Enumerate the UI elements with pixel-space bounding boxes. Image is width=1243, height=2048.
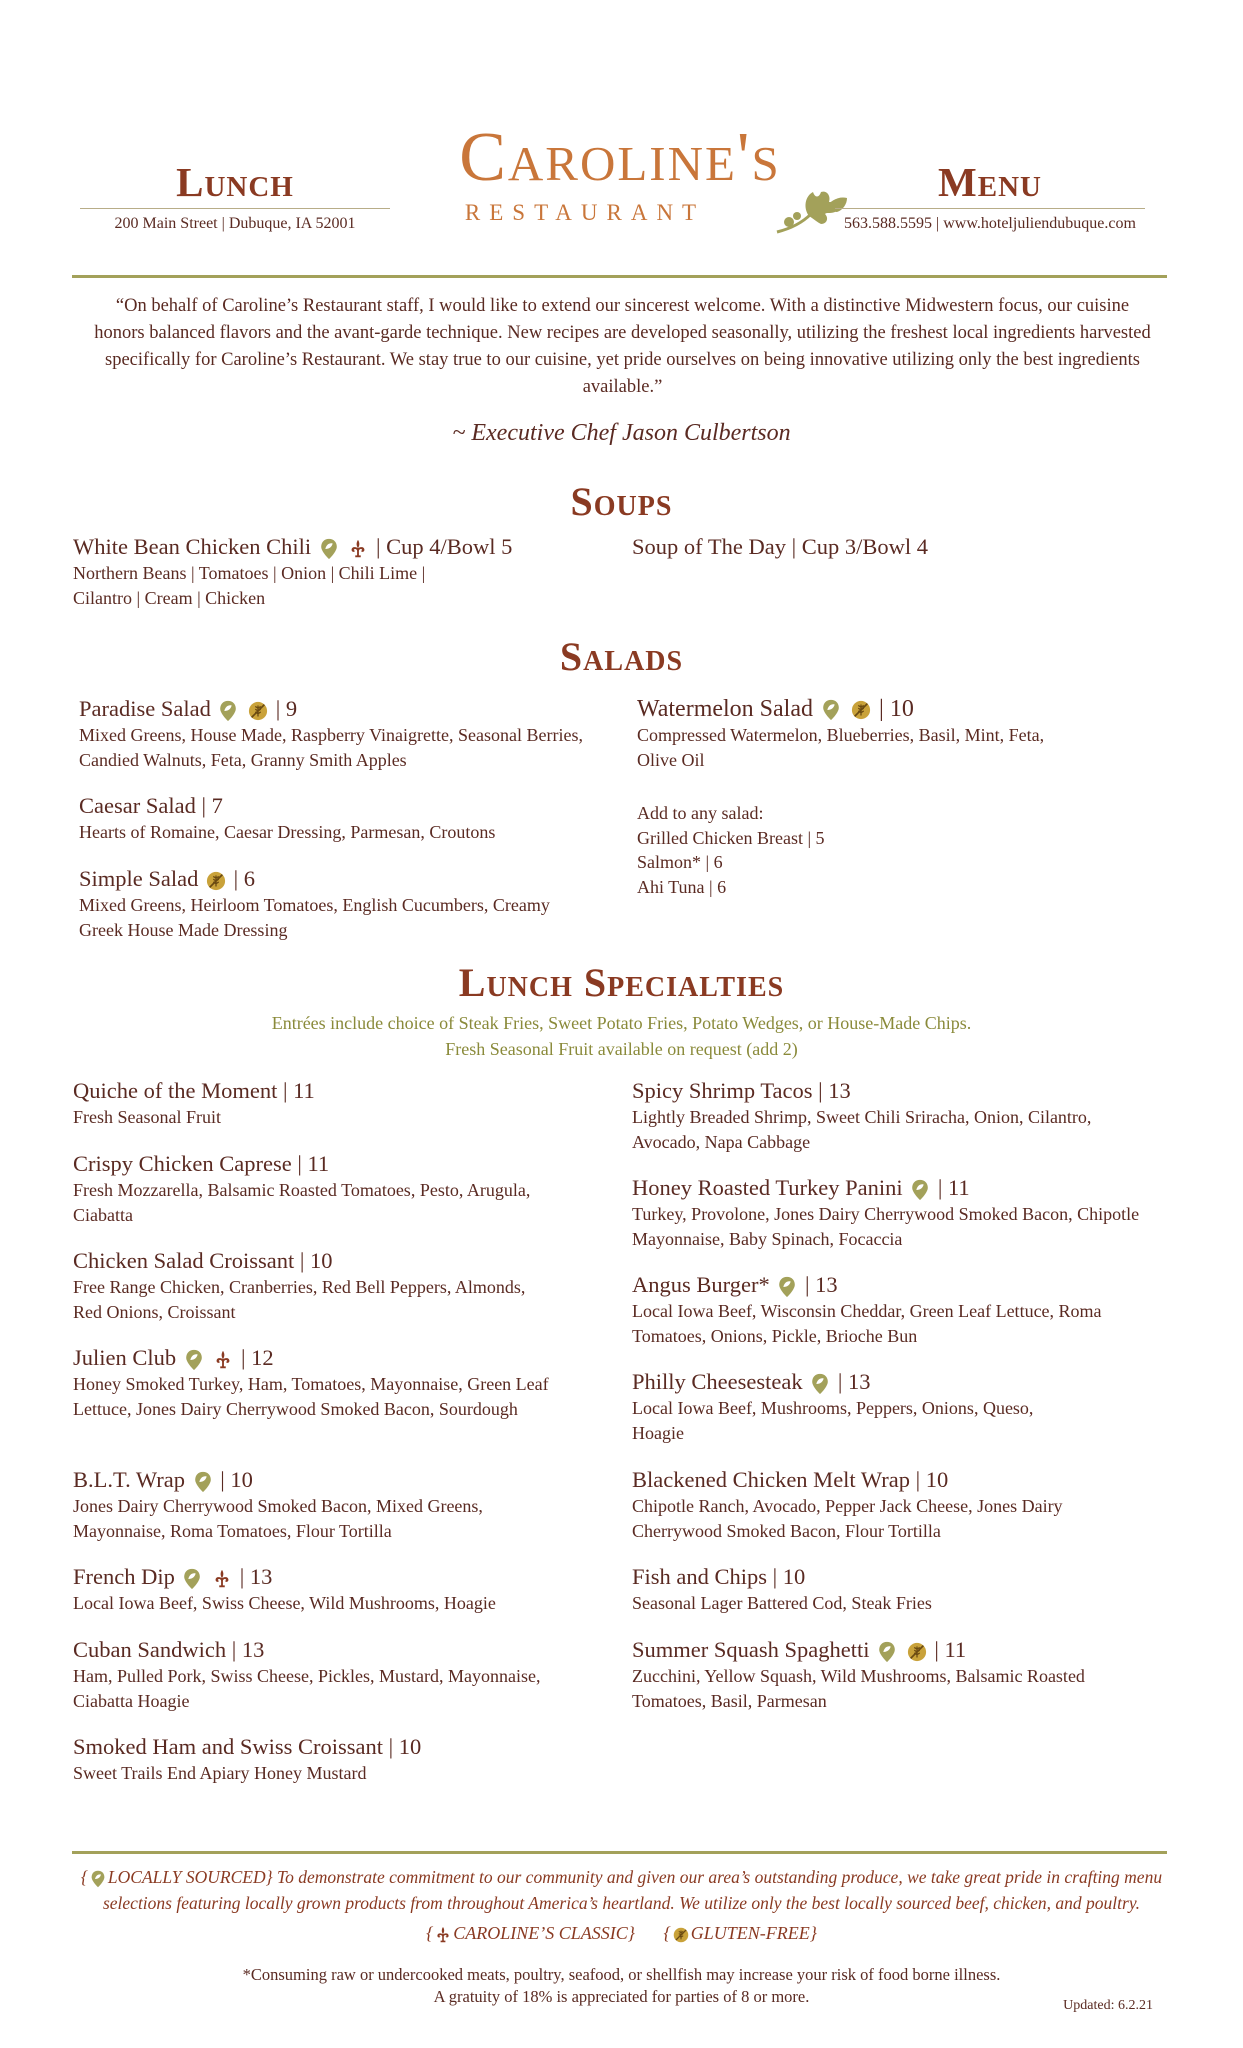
- restaurant-contact: 563.588.5595 | www.hoteljuliendubuque.com: [844, 215, 1136, 232]
- item-price: | 13: [804, 1272, 838, 1297]
- item-description: Local Iowa Beef, Wisconsin Cheddar, Green Leaf Lettuce, Roma Tomatoes, Onions, Pickle, Brioche Bun: [632, 1301, 1102, 1346]
- item-name: Caesar Salad: [79, 793, 196, 818]
- menu-item: [632, 533, 1172, 561]
- key-classic: { CAROLINE’S CLASSIC}: [426, 1923, 635, 1943]
- item-name: Crispy Chicken Caprese: [73, 1151, 292, 1176]
- item-name: Blackened Chicken Melt Wrap: [632, 1467, 910, 1492]
- fleur-de-lis-icon: [348, 538, 368, 560]
- locally-sourced-icon: [218, 700, 238, 722]
- locally-sourced-icon: [319, 538, 339, 560]
- item-description: Fresh Seasonal Fruit: [73, 1107, 221, 1127]
- locally-sourced-icon: [193, 1471, 213, 1493]
- header-left: [80, 160, 390, 233]
- item-name: Watermelon Salad: [637, 696, 814, 722]
- item-price: | 10: [915, 1467, 949, 1492]
- chef-signature: ~ Executive Chef Jason Culbertson: [452, 420, 791, 446]
- menu-item: [632, 1466, 1132, 1543]
- item-price: | 7: [201, 793, 223, 818]
- item-name: Spicy Shrimp Tacos: [632, 1078, 813, 1103]
- item-name: Julien Club: [73, 1345, 177, 1370]
- locally-sourced-icon: [184, 1349, 204, 1371]
- item-price: | 11: [934, 1637, 967, 1662]
- menu-item: [632, 1174, 1172, 1251]
- locally-sourced-icon: [810, 1373, 830, 1395]
- fleur-de-lis-icon: [435, 1925, 451, 1945]
- section-title-soups: Soups: [570, 479, 673, 524]
- item-name: Honey Roasted Turkey Panini: [632, 1175, 903, 1200]
- menu-item: [73, 1733, 613, 1786]
- item-description: Zucchini, Yellow Squash, Wild Mushrooms, Balsamic Roasted Tomatoes, Basil, Parmesan: [632, 1666, 1085, 1711]
- menu-item: [79, 865, 579, 942]
- addons-title: Add to any salad:: [637, 803, 764, 823]
- item-price: | 11: [937, 1175, 970, 1200]
- menu-item: [79, 792, 619, 845]
- fleur-de-lis-icon: [212, 1568, 232, 1590]
- menu-item: [632, 1368, 1072, 1445]
- locally-sourced-icon: [877, 1641, 897, 1663]
- chef-welcome-quote: “On behalf of Caroline’s Restaurant staff, I would like to extend our sincerest welcome. With a distinctive Midwestern focus, our cuisine honors balanced flavors and the avant-garde technique. New recipes are developed seasonally, utilizing the freshest local ingredients harvested specifically for Caroline’s Restaurant. We stay true to our cuisine, yet pride ourselves on being innovative utilizing only the best ingredients available.”: [94, 296, 1151, 397]
- item-price: | 13: [818, 1078, 851, 1103]
- logo-subtitle: RESTAURANT: [464, 200, 706, 225]
- item-description: Jones Dairy Cherrywood Smoked Bacon, Mixed Greens, Mayonnaise, Roma Tomatoes, Flour Tortilla: [73, 1496, 483, 1541]
- item-price: | 10: [772, 1564, 806, 1589]
- section-title-salads: Salads: [559, 634, 684, 679]
- item-price: | 13: [231, 1637, 265, 1662]
- item-price: | 11: [297, 1151, 330, 1176]
- header-right-rule: [835, 208, 1145, 209]
- menu-item: [73, 1077, 613, 1130]
- item-description: Ham, Pulled Pork, Swiss Cheese, Pickles, Mustard, Mayonnaise, Ciabatta Hoagie: [73, 1666, 541, 1711]
- item-name: Philly Cheesesteak: [632, 1369, 803, 1394]
- item-price: | 9: [275, 696, 298, 721]
- item-price: | 11: [282, 1078, 315, 1103]
- item-price: | 10: [879, 696, 914, 722]
- gluten-free-icon: [206, 870, 226, 892]
- item-description: Mixed Greens, Heirloom Tomatoes, English Cucumbers, Creamy Greek House Made Dressing: [79, 895, 550, 940]
- item-name: Paradise Salad: [79, 696, 211, 721]
- updated-date: Updated: 6.2.21: [1063, 1998, 1153, 2013]
- item-description: Free Range Chicken, Cranberries, Red Bell Peppers, Almonds, Red Onions, Croissant: [73, 1277, 526, 1322]
- fruit-note: Fresh Seasonal Fruit available on request (add 2): [445, 1039, 798, 1059]
- item-description: Seasonal Lager Battered Cod, Steak Fries: [632, 1593, 932, 1613]
- bottom-divider: [72, 1851, 1167, 1854]
- item-price: | 13: [837, 1369, 871, 1394]
- item-description: Local Iowa Beef, Mushrooms, Peppers, Onions, Queso, Hoagie: [632, 1398, 1034, 1443]
- item-name: B.L.T. Wrap: [73, 1467, 185, 1492]
- item-description: Sweet Trails End Apiary Honey Mustard: [73, 1763, 367, 1783]
- gluten-free-icon: [851, 699, 871, 721]
- item-price: | Cup 4/Bowl 5: [375, 534, 513, 559]
- menu-item: [73, 1150, 543, 1227]
- header-lunch-word: Lunch: [176, 159, 294, 205]
- restaurant-address: 200 Main Street | Dubuque, IA 52001: [114, 215, 356, 232]
- header-right: [835, 160, 1145, 233]
- item-name: Summer Squash Spaghetti: [632, 1637, 870, 1662]
- gluten-free-icon: [673, 1926, 689, 1944]
- item-name: White Bean Chicken Chili: [73, 534, 312, 559]
- health-warning: [0, 1964, 1243, 2008]
- icon-key: [0, 1923, 1243, 1945]
- locally-sourced-icon: [90, 1870, 106, 1888]
- locally-sourced-icon: [821, 699, 841, 721]
- top-divider: [72, 275, 1167, 278]
- header-menu-word: Menu: [938, 159, 1042, 205]
- addon-item: Salmon* | 6: [637, 852, 723, 872]
- menu-item: [73, 1563, 613, 1616]
- item-description: Turkey, Provolone, Jones Dairy Cherrywood Smoked Bacon, Chipotle Mayonnaise, Baby Spinach, Focaccia: [632, 1204, 1140, 1249]
- item-name: Cuban Sandwich: [73, 1637, 227, 1662]
- logo-name: Caroline's: [459, 119, 781, 196]
- menu-item: [73, 533, 593, 610]
- item-name: Soup of The Day: [632, 534, 786, 559]
- key-classic-label: CAROLINE’S CLASSIC}: [453, 1923, 635, 1943]
- menu-item: [632, 1563, 1172, 1616]
- menu-item: [73, 1247, 543, 1324]
- item-name: French Dip: [73, 1564, 175, 1589]
- item-price: | 6: [233, 866, 256, 891]
- addon-item: Ahi Tuna | 6: [637, 876, 727, 897]
- item-description: Hearts of Romaine, Caesar Dressing, Parmesan, Croutons: [79, 822, 496, 842]
- item-description: Local Iowa Beef, Swiss Cheese, Wild Mushrooms, Hoagie: [73, 1593, 496, 1613]
- key-gluten-free: { GLUTEN-FREE}: [663, 1923, 817, 1943]
- food-safety-warning: *Consuming raw or undercooked meats, poultry, seafood, or shellfish may increase your risk of food borne illness.: [242, 1965, 1001, 1984]
- item-name: Smoked Ham and Swiss Croissant: [73, 1734, 384, 1759]
- item-price: | Cup 3/Bowl 4: [791, 534, 928, 559]
- item-name: Quiche of the Moment: [73, 1078, 278, 1103]
- menu-item: [632, 1636, 1112, 1713]
- item-name: Angus Burger*: [632, 1272, 770, 1297]
- locally-sourced-icon: [777, 1276, 797, 1298]
- gluten-free-icon: [248, 700, 268, 722]
- item-price: | 12: [241, 1345, 274, 1370]
- addon-item: Grilled Chicken Breast | 5: [637, 827, 825, 848]
- locally-sourced-icon: [910, 1179, 930, 1201]
- section-title-lunch-specialties: Lunch Specialties: [458, 960, 785, 1005]
- item-name: Chicken Salad Croissant: [73, 1248, 295, 1273]
- item-name: Simple Salad: [79, 866, 199, 891]
- item-description: Honey Smoked Turkey, Ham, Tomatoes, Mayonnaise, Green Leaf Lettuce, Jones Dairy Cherrywood Smoked Bacon, Sourdough: [73, 1374, 549, 1419]
- menu-item: [73, 1466, 563, 1543]
- item-description: Compressed Watermelon, Blueberries, Basil, Mint, Feta, Olive Oil: [637, 725, 1045, 770]
- item-price: | 10: [388, 1734, 422, 1759]
- item-description: Chipotle Ranch, Avocado, Pepper Jack Cheese, Jones Dairy Cherrywood Smoked Bacon, Flour Tortilla: [632, 1496, 1063, 1541]
- item-name: Fish and Chips: [632, 1564, 768, 1589]
- item-description: Northern Beans | Tomatoes | Onion | Chili Lime | Cilantro | Cream | Chicken: [73, 563, 426, 608]
- fleur-de-lis-icon: [213, 1349, 233, 1371]
- legend-local-text: To demonstrate commitment to our community and given our area’s outstanding produce, we take great pride in crafting menu selections featuring locally grown products from throughout America’s heartland. We utilize only the best locally sourced beef, chicken, and poultry.: [102, 1867, 1163, 1913]
- restaurant-logo: [390, 118, 850, 226]
- item-price: | 10: [299, 1248, 333, 1273]
- menu-item: [79, 695, 609, 772]
- entrees-note: Entrées include choice of Steak Fries, Sweet Potato Fries, Potato Wedges, or House-Made Chips.: [271, 1013, 972, 1033]
- salad-addons: [637, 801, 1037, 899]
- menu-item: [73, 1344, 608, 1421]
- item-price: | 13: [239, 1564, 273, 1589]
- item-price: | 10: [220, 1467, 253, 1492]
- locally-sourced-legend: { LOCALLY SOURCED} To demonstrate commitment to our community and given our area’s outstanding produce, we take great pride in crafting menu selections featuring locally grown products from throughout America’s heartland. We utilize only the best locally sourced beef, chicken, and poultry.: [80, 1867, 1163, 1913]
- legend-local-label: LOCALLY SOURCED}: [107, 1867, 273, 1887]
- menu-item: [637, 695, 1077, 772]
- menu-item: [73, 1636, 543, 1713]
- item-description: Mixed Greens, House Made, Raspberry Vinaigrette, Seasonal Berries, Candied Walnuts, Feta, Granny Smith Apples: [79, 725, 583, 770]
- locally-sourced-icon: [182, 1568, 202, 1590]
- item-description: Fresh Mozzarella, Balsamic Roasted Tomatoes, Pesto, Arugula, Ciabatta: [73, 1180, 531, 1225]
- item-description: Lightly Breaded Shrimp, Sweet Chili Sriracha, Onion, Cilantro, Avocado, Napa Cabbage: [632, 1107, 1092, 1152]
- gluten-free-icon: [907, 1641, 927, 1663]
- key-gf-label: GLUTEN-FREE}: [690, 1923, 817, 1943]
- header-left-rule: [80, 208, 390, 209]
- menu-item: [632, 1271, 1132, 1348]
- menu-item: [632, 1077, 1122, 1154]
- gratuity-note: A gratuity of 18% is appreciated for parties of 8 or more.: [433, 1987, 810, 2006]
